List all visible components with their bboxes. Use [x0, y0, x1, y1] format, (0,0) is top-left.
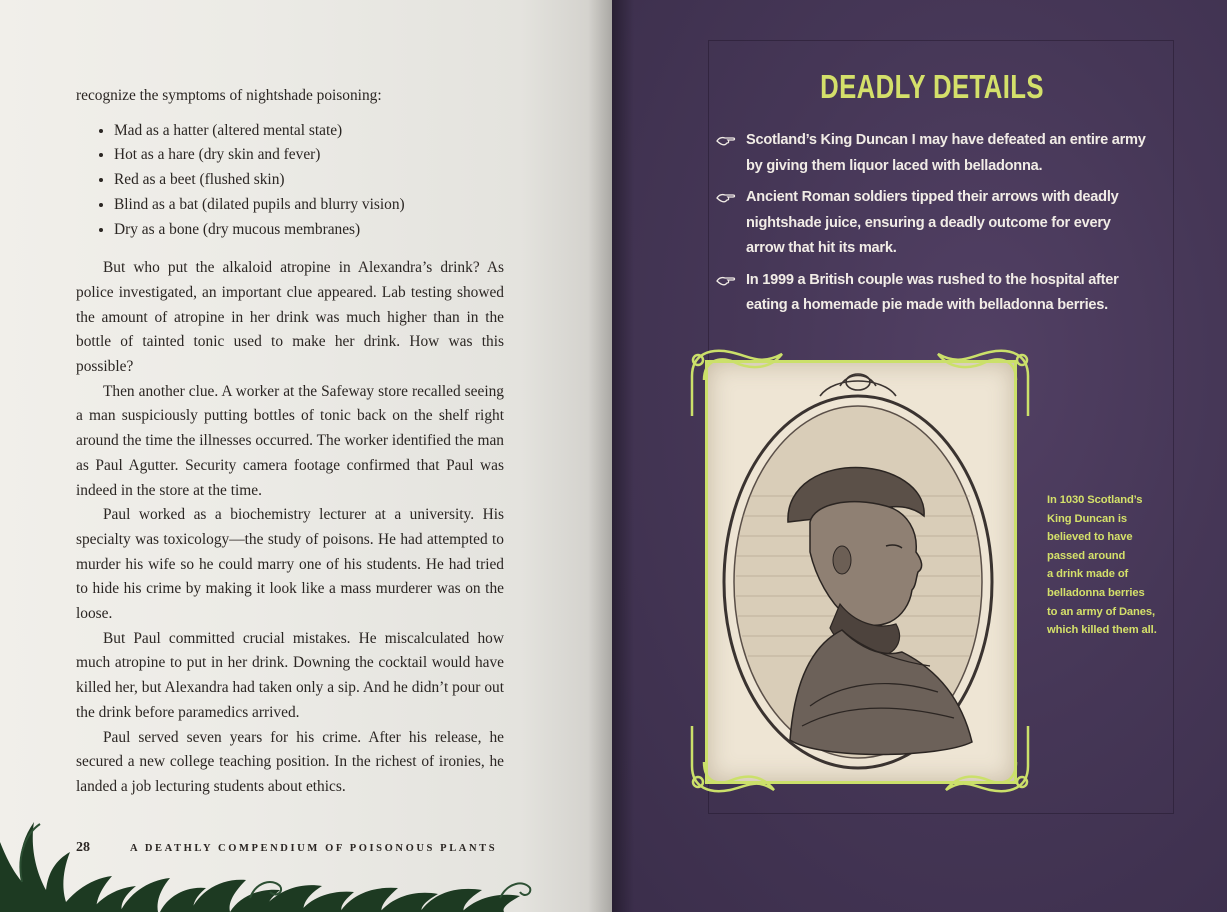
fact-text: Scotland’s King Duncan I may have defeated an entire army by giving them liquor laced with belladonna. [746, 132, 1146, 174]
page-footer [76, 840, 536, 860]
symptom-list [76, 119, 504, 243]
caption-line: In 1030 Scotland’s [1047, 494, 1143, 506]
symptom-item: • Mad as a hatter (altered mental state) [114, 119, 504, 144]
caption-line: King Duncan is [1047, 512, 1128, 525]
section-heading: DEADLY DETAILS [820, 68, 1044, 105]
king-duncan-portrait [690, 346, 1030, 796]
page-number: 28 [76, 840, 90, 855]
right-page [612, 0, 1227, 912]
portrait-caption [1047, 491, 1187, 640]
fact-text: Ancient Roman soldiers tipped their arrows with deadly nightshade juice, ensuring a deadly outcome for every arrow that hit its mark. [746, 189, 1119, 256]
fact-item [716, 268, 1146, 319]
symptom-item: • Red as a beet (flushed skin) [114, 168, 504, 193]
symptom-item: • Dry as a bone (dry mucous membranes) [114, 218, 504, 243]
pointing-hand-icon [716, 190, 736, 204]
body-text [76, 84, 504, 800]
caption-line: belladonna berries [1047, 586, 1145, 599]
caption-line: to an army of Danes, [1047, 605, 1156, 618]
caption-line: a drink made of [1047, 568, 1129, 581]
paragraph: Then another clue. A worker at the Safeway store recalled seeing a man suspiciously putting bottles of tonic back on the shelf right around the time the illnesses occurred. The worker identified the man as Paul Agutter. Security camera footage confirmed that Paul was indeed in the store at the time. [76, 382, 504, 499]
intro-line: recognize the symptoms of nightshade poisoning: [76, 87, 382, 104]
portrait-frame [690, 346, 1030, 796]
left-page [0, 0, 612, 912]
caption-line: believed to have [1047, 531, 1133, 544]
paragraph: But Paul committed crucial mistakes. He miscalculated how much atropine to put in her drink. Downing the cocktail would have killed her, but Alexandra had taken only a sip. And he didn’t pour out the drink before paramedics arrived. [76, 629, 504, 721]
fact-item [716, 128, 1146, 179]
running-title: A DEATHLY COMPENDIUM OF POISONOUS PLANTS [130, 843, 498, 854]
symptom-item: • Hot as a hare (dry skin and fever) [114, 143, 504, 168]
symptom-item: • Blind as a bat (dilated pupils and blurry vision) [114, 193, 504, 218]
pointing-hand-icon [716, 133, 736, 147]
caption-line: which killed them all. [1047, 624, 1157, 637]
fact-text: In 1999 a British couple was rushed to the hospital after eating a homemade pie made with belladonna berries. [746, 271, 1119, 313]
paragraph: But who put the alkaloid atropine in Alexandra’s drink? As police investigated, an important clue appeared. Lab testing showed the amount of atropine in her drink was much higher than in the bottle of tainted tonic used to make her drink. How was this possible? [76, 259, 504, 376]
pointing-hand-icon [716, 273, 736, 287]
paragraph: Paul worked as a biochemistry lecturer at a university. His specialty was toxicology—the study of poisons. He had attempted to murder his wife so he could marry one of his students. He had tried to hide his crime by making it look like a mass murderer was on the loose. [76, 506, 504, 623]
caption-line: passed around [1047, 549, 1126, 562]
paragraph: Paul served seven years for his crime. After his release, he secured a new college teaching position. In the richest of ironies, he landed a job lecturing students about ethics. [76, 728, 504, 795]
facts-list [716, 128, 1146, 325]
fact-item [716, 185, 1146, 262]
